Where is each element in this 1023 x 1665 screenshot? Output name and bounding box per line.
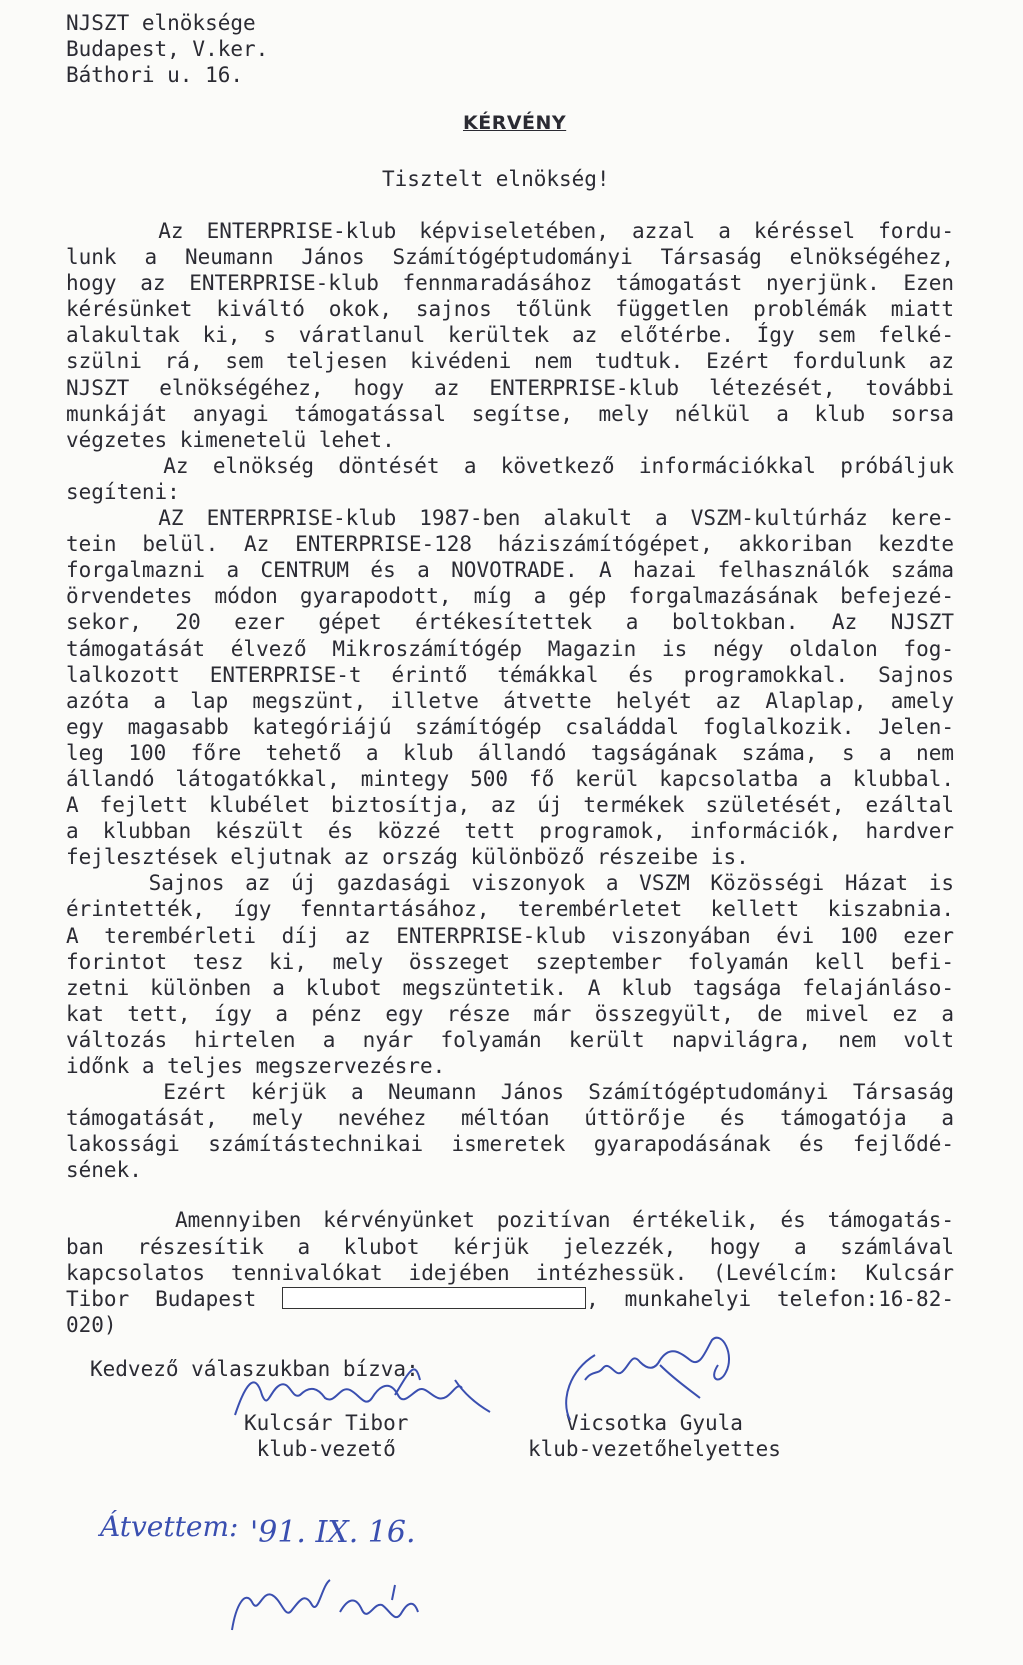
phone-text: , munkahelyi telefon:16-82- — [586, 1286, 954, 1311]
body-line: állandó látogatókkal, mintegy 500 fő kerül kapcsolatba a klubbal. — [66, 766, 954, 791]
body-line: zetni különben a klubot megszüntetik. A klub tagsága felajánláso- — [66, 975, 954, 1000]
address-line: NJSZT elnöksége — [66, 11, 256, 35]
body-line: támogatását, mely nevéhez méltóan úttörője és támogatója a — [66, 1106, 954, 1131]
body-line: A terembérleti díj az ENTERPRISE-klub viszonyában évi 100 ezer — [66, 923, 954, 948]
signer-2 — [528, 1410, 781, 1462]
body-line: sének. — [66, 1158, 142, 1183]
address-line: Budapest, V.ker. — [66, 37, 269, 61]
body-line: kérésünket kiváltó okok, sajnos tőlünk független problémák miatt — [66, 297, 954, 322]
salutation: Tisztelt elnökség! — [382, 167, 610, 191]
body-line: munkáját anyagi támogatással segítse, mely nélkül a klub sorsa — [66, 401, 954, 426]
signer-role: klub-vezetőhelyettes — [528, 1437, 781, 1461]
body-line: szülni rá, sem teljesen kivédeni nem tudtuk. Ezért fordulunk az — [66, 349, 954, 374]
signature-vicsotka — [566, 1338, 729, 1420]
body-line: egy magasabb kategóriájú számítógép családdal foglalkozik. Jelen- — [66, 714, 954, 739]
body-line: 020) — [66, 1312, 117, 1337]
body-line: A fejlett klubélet biztosítja, az új termékek születését, ezáltal — [66, 793, 954, 818]
paragraph-gap — [66, 1183, 954, 1207]
body-line: időnk a teljes megszervezésre. — [66, 1054, 446, 1078]
body-line: végzetes kimenetelü lehet. — [66, 427, 395, 452]
body-line: a klubban készült és közzé tett programok, információk, hardver — [66, 819, 954, 844]
body-line: azóta a lap megszünt, illetve átvette helyét az Alaplap, amely — [66, 688, 954, 713]
sign-off: Kedvező válaszukban bízva: — [90, 1357, 419, 1381]
body-line: tein belül. Az ENTERPRISE-128 háziszámítógépet, akkoriban kezdte — [66, 532, 954, 557]
body-line: hogy az ENTERPRISE-klub fennmaradásához támogatást nyerjünk. Ezen — [66, 271, 954, 296]
body-line: változás hirtelen a nyár folyamán került napvilágra, nem volt — [66, 1027, 954, 1052]
document-title: KÉRVÉNY — [463, 112, 567, 134]
body-line: alakultak ki, s váratlanul kerültek az előtérbe. Így sem felké- — [66, 323, 954, 348]
body-line: kapcsolatos tennivalókat idejében intézhessük. (Levélcím: Kulcsár — [66, 1260, 954, 1285]
signature-receiver — [232, 1580, 418, 1630]
body-line: támogatását élvező Mikroszámítógép Magazin is négy oldalon fog- — [66, 636, 954, 661]
body-line: segíteni: — [66, 479, 180, 504]
address-line: Báthori u. 16. — [66, 63, 244, 87]
body-line: örvendetes módon gyarapodott, míg a gép forgalmazásának befejezé- — [66, 584, 954, 609]
body-line: forintot tesz ki, mely összeget szeptember folyamán kell befi- — [66, 949, 954, 974]
body-line: fejlesztések eljutnak az ország különböző részeibe is. — [66, 845, 749, 870]
body-line: érintették, így fenntartásához, terembérletet kellett kiszabnia. — [66, 897, 954, 922]
body-line: lalkozott ENTERPRISE-t érintő témákkal és programokkal. Sajnos — [66, 662, 954, 687]
body-line: leg 100 főre tehető a klub állandó tagságának száma, s a nem — [66, 740, 954, 765]
body-line: Az ENTERPRISE-klub képviseletében, azzal a kéréssel fordu- — [66, 219, 954, 243]
body-line: Ezért kérjük a Neumann János Számítógéptudományi Társaság — [66, 1080, 954, 1105]
body-line: AZ ENTERPRISE-klub 1987-ben alakult a VSZM-kultúrház kere- — [66, 506, 954, 531]
redacted-address-box — [282, 1287, 586, 1309]
body-line: lakossági számítástechnikai ismeretek gyarapodásának és fejlődé- — [66, 1132, 954, 1157]
body-line — [66, 1286, 954, 1312]
body-line: kat tett, így a pénz egy része már összegyült, de mivel ez a — [66, 1001, 954, 1026]
letter-body — [66, 218, 954, 1338]
recipient-address — [66, 10, 268, 88]
body-line: lunk a Neumann János Számítógéptudományi Társaság elnökségéhez, — [66, 245, 954, 270]
body-line: Amennyiben kérvényünket pozitívan értékelik, és támogatás- — [66, 1208, 954, 1233]
signer-name: Vicsotka Gyula — [565, 1411, 743, 1435]
body-line: Sajnos az új gazdasági viszonyok a VSZM Közösségi Házat is — [66, 871, 954, 896]
received-note: Átvettem: — [100, 1510, 239, 1543]
received-date: '91. IX. 16. — [250, 1515, 416, 1550]
address-text: Tibor Budapest — [66, 1286, 283, 1311]
signer-1 — [244, 1410, 408, 1462]
body-line: ban részesítik a klubot kérjük jelezzék, hogy a számlával — [66, 1234, 954, 1259]
signer-role: klub-vezető — [256, 1437, 396, 1461]
body-line: NJSZT elnökségéhez, hogy az ENTERPRISE-klub létezését, további — [66, 375, 954, 400]
signer-name: Kulcsár Tibor — [244, 1411, 409, 1435]
body-line: forgalmazni a CENTRUM és a NOVOTRADE. A hazai felhasználók száma — [66, 558, 954, 583]
body-line: Az elnökség döntését a következő információkkal próbáljuk — [66, 453, 954, 478]
body-line: sekor, 20 ezer gépet értékesítettek a boltokban. Az NJSZT — [66, 610, 954, 635]
